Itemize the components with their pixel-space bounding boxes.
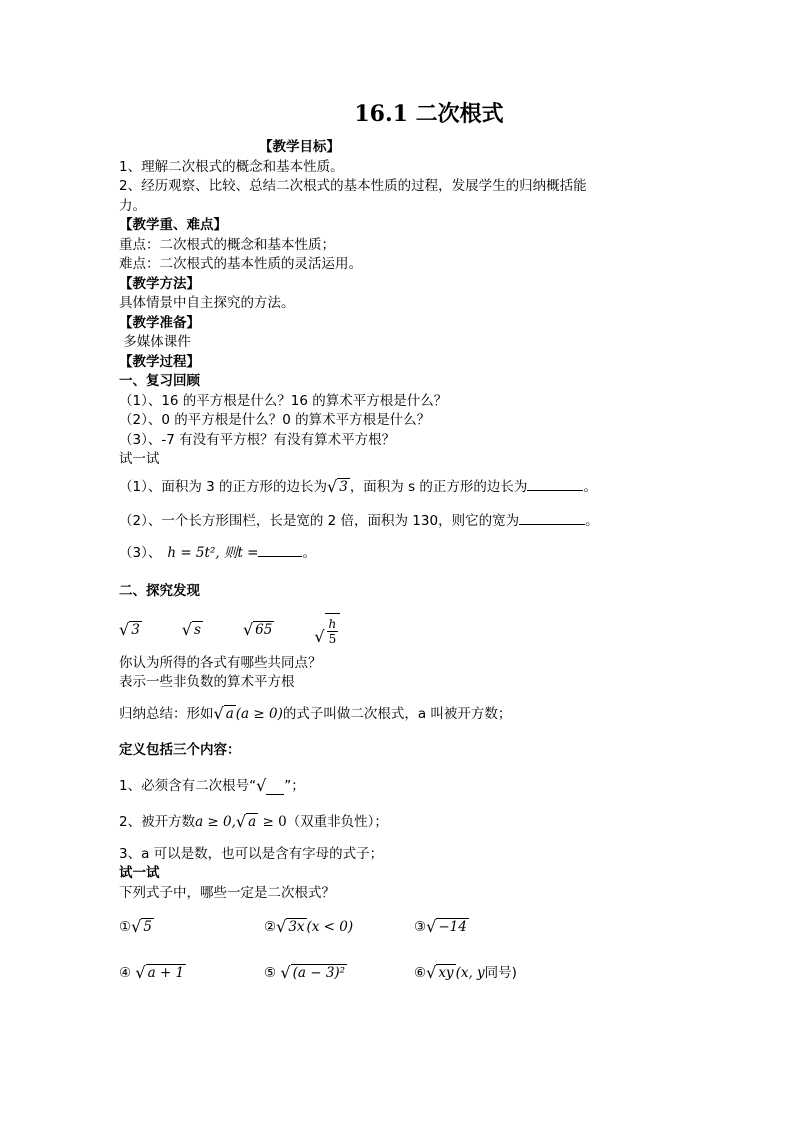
sqrt-arg: 3 [339,478,348,495]
def2-post: （双重非负性）； [286,813,388,830]
option-mark: ⑥ [414,965,427,982]
goal-2-cont: 力。 [119,197,146,214]
expr-sqrt-65 [243,621,274,639]
prep-text: 多媒体课件 [119,334,191,350]
option-arg: −14 [438,919,467,936]
radical-sign-icon: √ [426,917,437,937]
goal-2: 2、经历观察、比较、总结二次根式的基本性质的过程，发展学生的归纳概括能 [119,178,587,194]
radical-sign-icon: √ [314,627,325,646]
option-1 [119,918,264,938]
key-point-1: 重点：二次根式的概念和基本性质； [119,236,335,253]
review-q3: （3）、-7 有没有平方根？有没有算术平方根？ [119,431,396,448]
def-1 [119,777,679,801]
explore-question: 你认为所得的各式有哪些共同点？ [119,654,322,671]
def2-expr-1: a ≥ 0, [195,813,236,830]
radical-sign-icon: √ [256,775,267,795]
def2-pre: 2、被开方数 [119,813,196,830]
option-suffix: 同号) [484,965,517,982]
expr-arg: 3 [131,621,140,638]
option-mark: ② [264,919,277,936]
summary-sqrt-a [214,705,236,723]
fraction-denominator: 5 [328,632,337,646]
radical-sign-icon: √ [242,619,254,639]
options-row-2 [119,957,679,991]
expr-sqrt-h-over-5 [314,613,340,646]
key-heading: 【教学重、难点】 [119,217,227,233]
option-mark: ④ [119,965,136,982]
option-arg: a + 1 [147,965,185,982]
def-3: 3、a 可以是数，也可以是含有字母的式子； [119,845,384,862]
goal-1: 1、理解二次根式的概念和基本性质。 [119,158,344,175]
prep-heading: 【教学准备】 [119,314,200,331]
try1-q1 [119,478,679,504]
try1-q3-pre: （3）、 [119,544,162,561]
review-q2: （2）、0 的平方根是什么？0 的算术平方根是什么？ [119,412,431,428]
try2-question: 下列式子中，哪些一定是二次根式？ [119,884,335,901]
radical-sign-icon: √ [119,619,130,639]
try1-label: 试一试 [119,451,160,467]
explore-expressions [119,606,679,654]
method-text: 具体情景中自主探究的方法。 [119,295,295,311]
def2-sqrt-a [236,813,258,831]
def-2 [119,813,679,837]
key-point-2: 难点：二次根式的基本性质的灵活运用。 [119,256,362,272]
option-condition: (x, y [455,965,485,982]
radical-sign-icon: √ [280,963,291,983]
expr-sqrt-3 [119,621,142,639]
explore-answer: 表示一些非负数的算术平方根 [119,674,295,690]
try1-q3 [119,544,679,570]
review-heading: 一、复习回顾 [119,373,200,389]
goals-heading: 【教学目标】 [259,139,340,155]
option-mark: ③ [414,919,427,936]
option-5 [264,964,414,984]
option-arg: 3x [288,919,305,936]
summary-pre: 归纳总结：形如 [119,705,214,722]
radical-sign-icon: √ [213,703,224,723]
summary-condition: (a ≥ 0) [235,705,283,722]
try1-q2 [119,512,679,536]
explore-heading: 二、探究发现 [119,582,200,599]
summary-arg: a [225,705,234,722]
expr-arg: s [194,621,201,638]
lesson-body [119,138,679,991]
radical-sign-icon: √ [276,917,287,937]
try2-label: 试一试 [119,865,160,881]
try1-q2-pre: （2）、一个长方形围栏，长是宽的 2 倍，面积为 130，则它的宽为 [119,512,520,529]
answer-blank-1[interactable] [527,478,583,491]
fraction [327,617,339,646]
option-6 [414,964,559,984]
summary-line [119,705,679,729]
answer-blank-3[interactable] [258,544,302,557]
sqrt-3-expr [327,478,350,496]
process-heading: 【教学过程】 [119,353,200,370]
radical-sign-icon: √ [426,963,437,983]
def1-pre: 1、必须含有二次根号“ [119,777,257,794]
empty-radical [256,777,284,795]
option-3 [414,918,559,938]
method-heading: 【教学方法】 [119,275,200,292]
def-heading: 定义包括三个内容： [119,741,241,758]
option-2 [264,918,414,938]
def2-expr-3: ≥ 0 [258,813,287,830]
try1-q1-pre: （1）、面积为 3 的正方形的边长为 [119,478,328,495]
try1-q2-end: 。 [585,512,599,529]
option-arg: (a − 3)² [292,965,346,982]
def2-arg: a [248,813,257,830]
option-mark: ① [119,919,132,936]
try1-q1-end: 。 [583,478,597,495]
radical-sign-icon: √ [131,917,142,937]
def1-post: ”； [284,777,305,794]
radical-sign-icon: √ [181,619,192,639]
option-condition: (x < 0) [306,919,354,936]
try1-q3-expr: h = 5t², 则t = [167,544,259,561]
expr-arg: 65 [255,621,273,638]
summary-post: 的式子叫做二次根式，a 叫被开方数； [282,705,512,722]
expr-sqrt-s [182,621,203,639]
review-q1: （1）、16 的平方根是什么？16 的算术平方根是什么？ [119,392,448,409]
fraction-numerator: h [328,617,337,631]
radical-sign-icon: √ [235,811,247,831]
radical-sign-icon: √ [135,963,146,983]
page-title: 16.1 二次根式 [354,101,504,127]
radical-sign-icon: √ [327,476,338,496]
options-row-1 [119,911,679,945]
try1-q1-post: ，面积为 s 的正方形的边长为 [349,478,528,495]
option-arg: 5 [143,919,152,936]
option-4 [119,964,264,984]
option-arg: xy [438,965,454,982]
try1-q3-end: 。 [302,544,316,561]
option-mark: ⑤ [264,965,281,982]
answer-blank-2[interactable] [519,512,585,525]
